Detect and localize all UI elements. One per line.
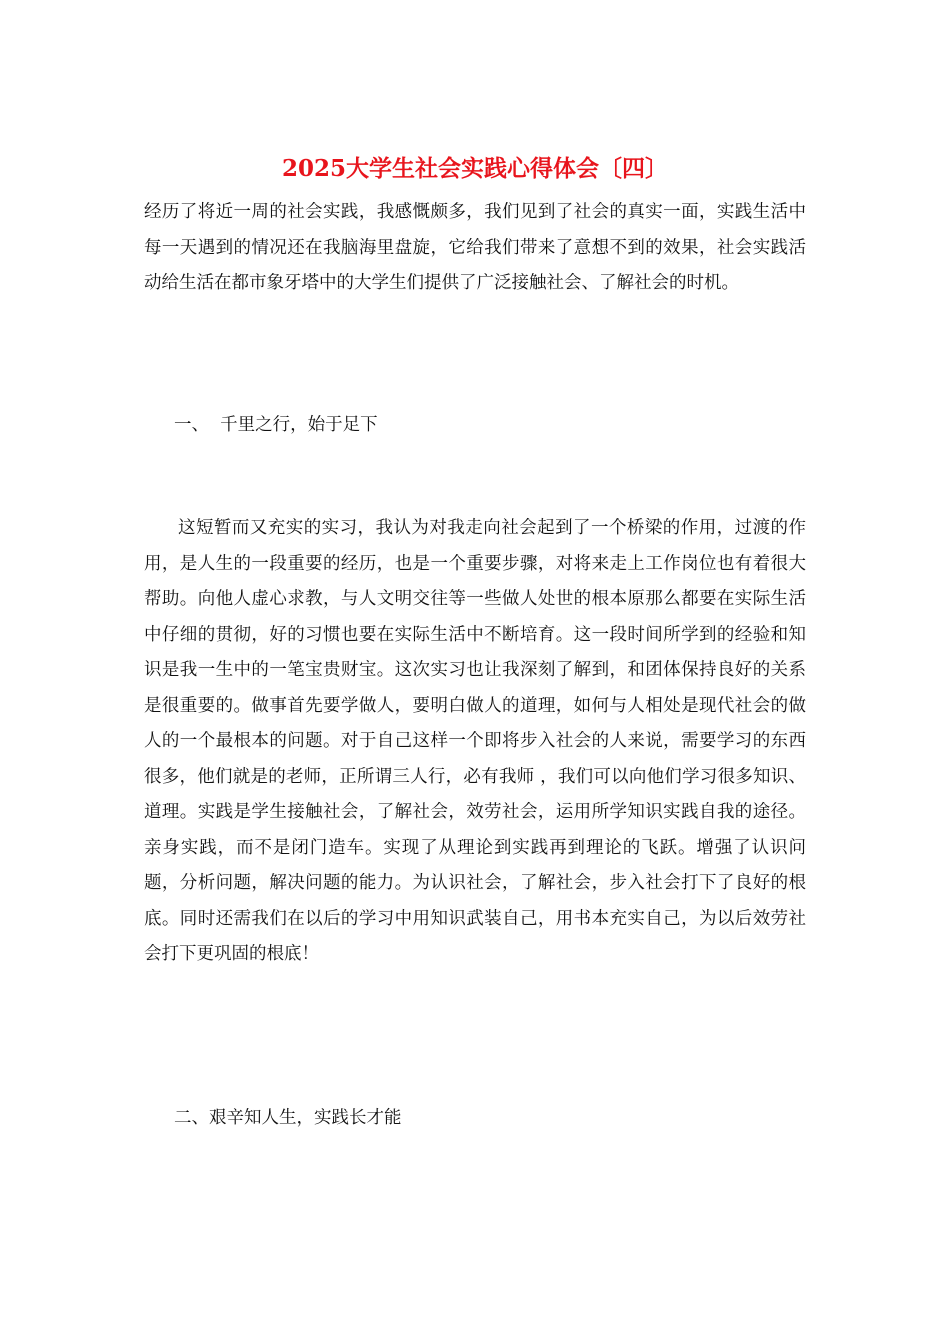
section-2-heading: 二、艰辛知人生，实践长才能: [174, 1108, 402, 1128]
section-1-heading: 一、 千里之行，始于足下: [174, 415, 378, 435]
document-title: 2025大学生社会实践心得体会〔四〕: [281, 155, 668, 182]
section-1-paragraph: 这短暂而又充实的实习，我认为对我走向社会起到了一个桥梁的作用，过渡的作用，是人生的一段重要的经历，也是一个重要步骤，对将来走上工作岗位也有着很大帮助。向他人虚心求教，与人文明交往等一些做人处世的根本原那么都要在实际生活中仔细的贯彻，好的习惯也要在实际生活中不断培育。这一段时间所学到的经验和知识是我一生中的一笔宝贵财宝。这次实习也让我深刻了解到，和团体保持良好的关系是很重要的。做事首先要学做人，要明白做人的道理，如何与人相处是现代社会的做人的一个最根本的问题。对于自己这样一个即将步入社会的人来说，需要学习的东西很多，他们就是的老师，正所谓三人行，必有我师 ，我们可以向他们学习很多知识、道理。实践是学生接触社会，了解社会，效劳社会，运用所学知识实践自我的途径。亲身实践，而不是闭门造车。实现了从理论到实践再到理论的飞跃。增强了认识问题，分析问题，解决问题的能力。为认识社会，了解社会，步入社会打下了良好的根底。同时还需我们在以后的学习中用知识武装自己，用书本充实自己，为以后效劳社会打下更巩固的根底！: [144, 518, 806, 964]
intro-paragraph: 经历了将近一周的社会实践，我感慨颇多，我们见到了社会的真实一面，实践生活中每一天遇到的情况还在我脑海里盘旋，它给我们带来了意想不到的效果，社会实践活动给生活在都市象牙塔中的大学生们提供了广泛接触社会、了解社会的时机。: [144, 202, 806, 293]
